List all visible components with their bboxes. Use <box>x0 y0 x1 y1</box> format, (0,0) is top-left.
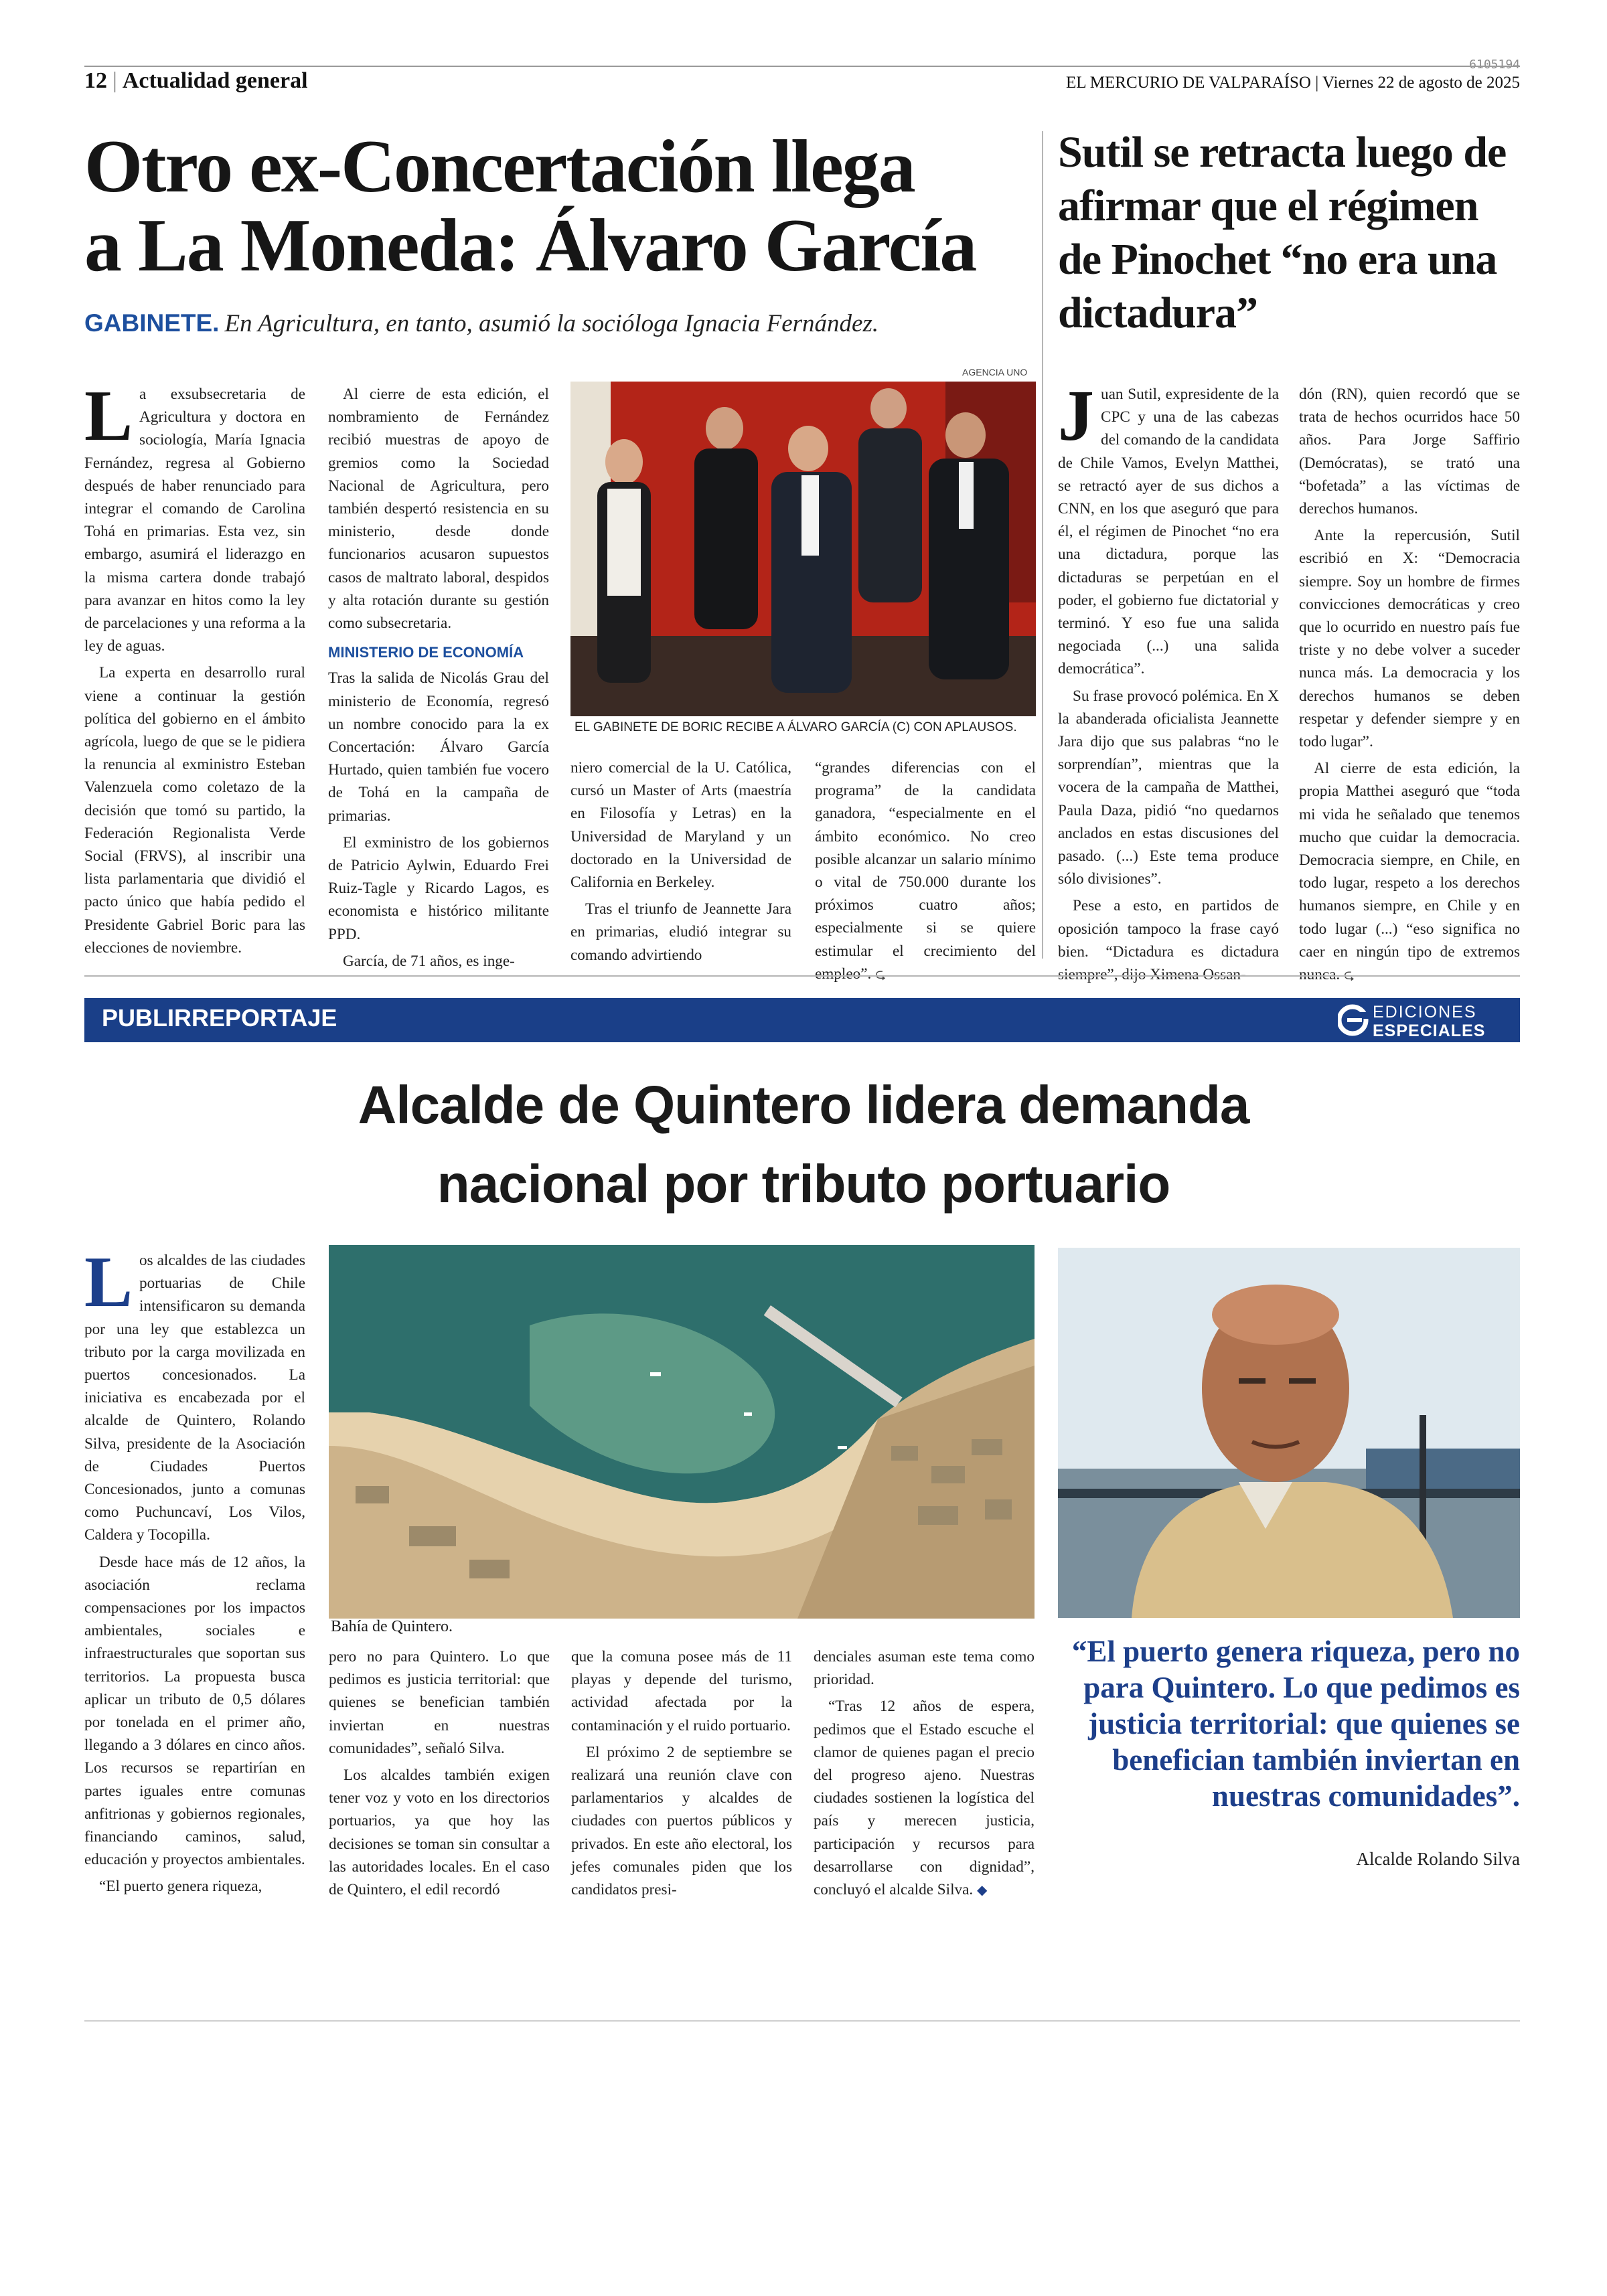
publication-date: Viernes 22 de agosto de 2025 <box>1322 74 1520 92</box>
dropcap: L <box>84 1242 133 1322</box>
publi-col-1 <box>84 1242 305 1902</box>
main-article-col-4 <box>815 756 1036 989</box>
article-paragraph: Tras el triunfo de Jeannette Jara en primarias, eludió integrar su comando advirtiendo <box>570 900 791 964</box>
subhead-economia: MINISTERIO DE ECONOMÍA <box>328 644 524 661</box>
article-paragraph: Los alcaldes también exigen tener voz y voto en los directorios portuarios, ya que hoy las decisiones se toman sin consultar a las autoridades locales. En el caso de Quintero, el edil recordó <box>329 1767 550 1899</box>
deck-text: En Agricultura, en tanto, asumió la socióloga Ignacia Fernández. <box>224 310 879 337</box>
article-paragraph: García, de 71 años, es inge- <box>343 952 515 970</box>
main-deck <box>84 309 1055 338</box>
photo-credit: AGENCIA UNO <box>962 367 1028 378</box>
photo-caption: EL GABINETE DE BORIC RECIBE A ÁLVARO GARCÍA (C) CON APLAUSOS. <box>575 720 1017 734</box>
publi-headline-line1: Alcalde de Quintero lidera demanda <box>358 1075 1249 1135</box>
bay-photo-illustration <box>329 1245 1035 1619</box>
article-paragraph: Los alcaldes de las ciudades portuarias de Chile intensificaron su demanda por una ley que establezca un tributo por la carga movilizada en puertos concesionados. La iniciativa es encabezada por el alcalde de Quintero, Rolando Silva, presidente de la Asociación de Ciudades Puertos Concesionados, junto a comunas como Puchuncaví, Los Vilos, Caldera y Tocopilla. <box>84 1242 305 1544</box>
column-separator <box>1042 131 1043 959</box>
article-paragraph: Pese a esto, en partidos de oposición tampoco la frase cayó bien. “Dictadura es dictadura siempre”, dijo Ximena Ossan- <box>1058 897 1279 984</box>
article-paragraph: dón (RN), quien recordó que se trata de hechos ocurridos hace 50 años. Para Jorge Saffirio (Demócratas), se trató una “bofetada” a las víctimas de derechos humanos. <box>1299 386 1520 518</box>
logo-icon <box>1338 1000 1515 1040</box>
publi-headline <box>174 1066 1433 1224</box>
mayor-portrait-photo <box>1058 1248 1520 1618</box>
article-paragraph: “Tras 12 años de espera, pedimos que el Estado escuche el clamor de quienes pagan el precio del progreso ajeno. Nuestras ciudades sostienen la logística del país y merecen justicia, participación y recursos para desarrollarse con dignidad”, concluyó el alcalde Silva. ◆ <box>814 1698 1035 1899</box>
article-paragraph: pero no para Quintero. Lo que pedimos es justicia territorial: que quienes se benefician también inviertan en nuestras comunidades”, señaló Silva. <box>329 1648 550 1757</box>
bottom-rule <box>84 2020 1520 2022</box>
portrait-illustration <box>1058 1248 1520 1618</box>
pull-quote-author: Alcalde Rolando Silva <box>1356 1849 1520 1869</box>
section-divider <box>84 975 1520 977</box>
main-article-col-3 <box>570 756 791 971</box>
article-paragraph: El exministro de los gobiernos de Patricio Aylwin, Eduardo Frei Ruiz-Tagle y Ricardo Lagos, es economista e histórico militante PPD. <box>328 833 549 943</box>
article-paragraph: Su frase provocó polémica. En X la abanderada oficialista Jeannette Jara dijo que sus palabras “no le sorprendían”, mientras que la vocera de la campaña de Matthei, Paula Daza, pidió “no quedarnos anclados en estas discusiones del pasado. (...) Este tema produce sólo divisiones”. <box>1058 687 1279 888</box>
publi-headline-line2: nacional por tributo portuario <box>437 1154 1170 1214</box>
article-paragraph: Desde hace más de 12 años, la asociación reclama compensaciones por los impactos ambientales, sociales e infraestructurales que soportan sus territorios. La propuesta busca aplicar un tributo de 0,5 dólares por tonelada en el primer año, llegando a 3 dólares en cinco años. Los recursos se repartirían en partes iguales entre comunas anfitrionas y gobiernos regionales, financiando caminos, salud, educación y proyectos ambientales. <box>84 1553 305 1869</box>
main-headline-line1: Otro ex-Concertación llega <box>84 125 915 208</box>
bay-photo-caption: Bahía de Quintero. <box>331 1618 453 1635</box>
logo-line2: ESPECIALES <box>1373 1021 1486 1040</box>
publi-col-4 <box>814 1645 1035 1905</box>
article-paragraph: denciales asuman este tema como prioridad. <box>814 1648 1035 1689</box>
article-paragraph: Ante la repercusión, Sutil escribió en X: “Democracia siempre. Soy un hombre de firmes convicciones democráticas y creo que lo ocurrido en nuestro país fue triste y no debe volver a suceder nunca más. La democracia y los derechos humanos se deben respetar y defender siempre y en todo lugar”. <box>1299 527 1520 751</box>
deck-kicker: GABINETE. <box>84 309 220 337</box>
page-number: 12 <box>84 68 107 93</box>
article-paragraph: La experta en desarrollo rural viene a continuar la gestión política del gobierno en el ámbito agrícola, luego de que se le pidiera la renuncia al exministro Esteban Valenzuela como coletazo de la decisión que tomó su partido, la Federación Regionalista Verde Social (FRVS), al inscribir una lista parlamentaria que dividió el pacto único que había pedido el Presidente Gabriel Boric para las elecciones de noviembre. <box>84 664 305 957</box>
end-diamond-icon: ◆ <box>977 1882 988 1898</box>
main-headline <box>84 127 1022 285</box>
banner-label: PUBLIRREPORTAJE <box>102 1004 337 1032</box>
pull-quote: “El puerto genera riqueza, pero no para Quintero. Lo que pedimos es justicia territorial: que quienes se benefician también inviertan en nuestras comunidades”. <box>1071 1635 1520 1813</box>
header-divider-right: | <box>1310 74 1323 92</box>
article-paragraph: “El puerto genera riqueza, <box>99 1878 262 1896</box>
cabinet-photo-illustration <box>570 382 1036 716</box>
article-paragraph: “grandes diferencias con el programa” de la candidata ganadora, “especialmente en el ámbito económico. No creo posible alcanzar un salario mínimo o vital de 750.000 durante los próximos cuatro años; especialmente si se quiere estimular el crecimiento del empleo”. ⮎ <box>815 759 1036 983</box>
header-divider: | <box>112 68 117 93</box>
article-paragraph: Tras la salida de Nicolás Grau del ministerio de Economía, regresó un nombre conocido para la ex Concertación: Álvaro García Hurtado, quien también fue vocero de Tohá en la campaña de primarias. <box>328 669 549 825</box>
side-article-col-1 <box>1058 376 1279 990</box>
side-headline: Sutil se retracta luego de afirmar que el régimen de Pinochet “no era una dictadura” <box>1058 128 1507 337</box>
main-headline-line2: a La Moneda: Álvaro García <box>84 204 976 287</box>
dropcap: L <box>84 376 133 456</box>
main-article-col-2 <box>328 383 549 977</box>
main-article-col-1 <box>84 376 305 963</box>
cabinet-photo <box>570 382 1036 716</box>
page-header-left <box>84 68 308 94</box>
logo-line1: EDICIONES <box>1373 1003 1477 1021</box>
page-code: 6105194 <box>1469 58 1520 72</box>
article-paragraph: que la comuna posee más de 11 playas y depende del turismo, actividad afectada por la contaminación y el ruido portuario. <box>571 1648 792 1734</box>
article-paragraph: Al cierre de esta edición, la propia Matthei aseguró que “toda mi vida he señalado que tenemos mucho que cuidar la democracia. Democracia siempre, en Chile, en todo lugar, respeto a los derechos humanos siempre, en Chile y en todo lugar (...) “eso significa no caer en ningún tipo de extremos nunca. ⮎ <box>1299 760 1520 984</box>
publi-col-2 <box>329 1645 550 1905</box>
side-article-col-2 <box>1299 383 1520 990</box>
quintero-bay-photo <box>329 1245 1035 1619</box>
page-header-right <box>1066 74 1520 92</box>
article-paragraph: niero comercial de la U. Católica, cursó un Master of Arts (maestría en Filosofía y Letras) en la Universidad de Maryland y un doctorado en la Universidad de California en Berkeley. <box>570 759 791 892</box>
article-paragraph: Juan Sutil, expresidente de la CPC y una de las cabezas del comando de la candidata de Chile Vamos, Evelyn Matthei, se retractó ayer de sus dichos a CNN, en los que aseguró que para él, el régimen de Pinochet “no era una dictadura, porque las dictaduras se perpetúan en el poder, el gobierno fue dictatorial y terminó. Y eso fue una salida negociada (...) una salida democrática”. <box>1058 376 1279 678</box>
end-mark-icon: ⮎ <box>875 965 887 982</box>
end-mark-icon: ⮎ <box>1343 967 1355 983</box>
header-rule <box>84 66 1520 67</box>
article-paragraph: La exsubsecretaria de Agricultura y doctora en sociología, María Ignacia Fernández, regresa al Gobierno después de haber renunciado para integrar el comando de Carolina Tohá en primarias. Esta vez, sin embargo, asumirá el liderazgo en la misma cartera donde trabajó para avanzar en hitos como la ley de parcelaciones y una reforma a la ley de aguas. <box>84 376 305 655</box>
article-paragraph: El próximo 2 de septiembre se realizará una reunión clave con parlamentarios y alcaldes de ciudades con puertos públicos y privados. En este año electoral, los jefes comunales piden que los candidatos presi- <box>571 1743 792 1899</box>
publi-col-3 <box>571 1645 792 1905</box>
publication-name: EL MERCURIO DE VALPARAÍSO <box>1065 74 1311 92</box>
dropcap: J <box>1058 376 1094 456</box>
ediciones-especiales-logo <box>1338 1000 1515 1040</box>
section-name: Actualidad general <box>122 68 308 93</box>
article-paragraph: Al cierre de esta edición, el nombramiento de Fernández recibió muestras de apoyo de gremios como la Sociedad Nacional de Agricultura, pero también despertó resistencia en su ministerio, desde donde funcionarios acusaron supuestos casos de maltrato laboral, despidos y alta rotación durante su gestión como subsecretaria. <box>328 386 549 633</box>
